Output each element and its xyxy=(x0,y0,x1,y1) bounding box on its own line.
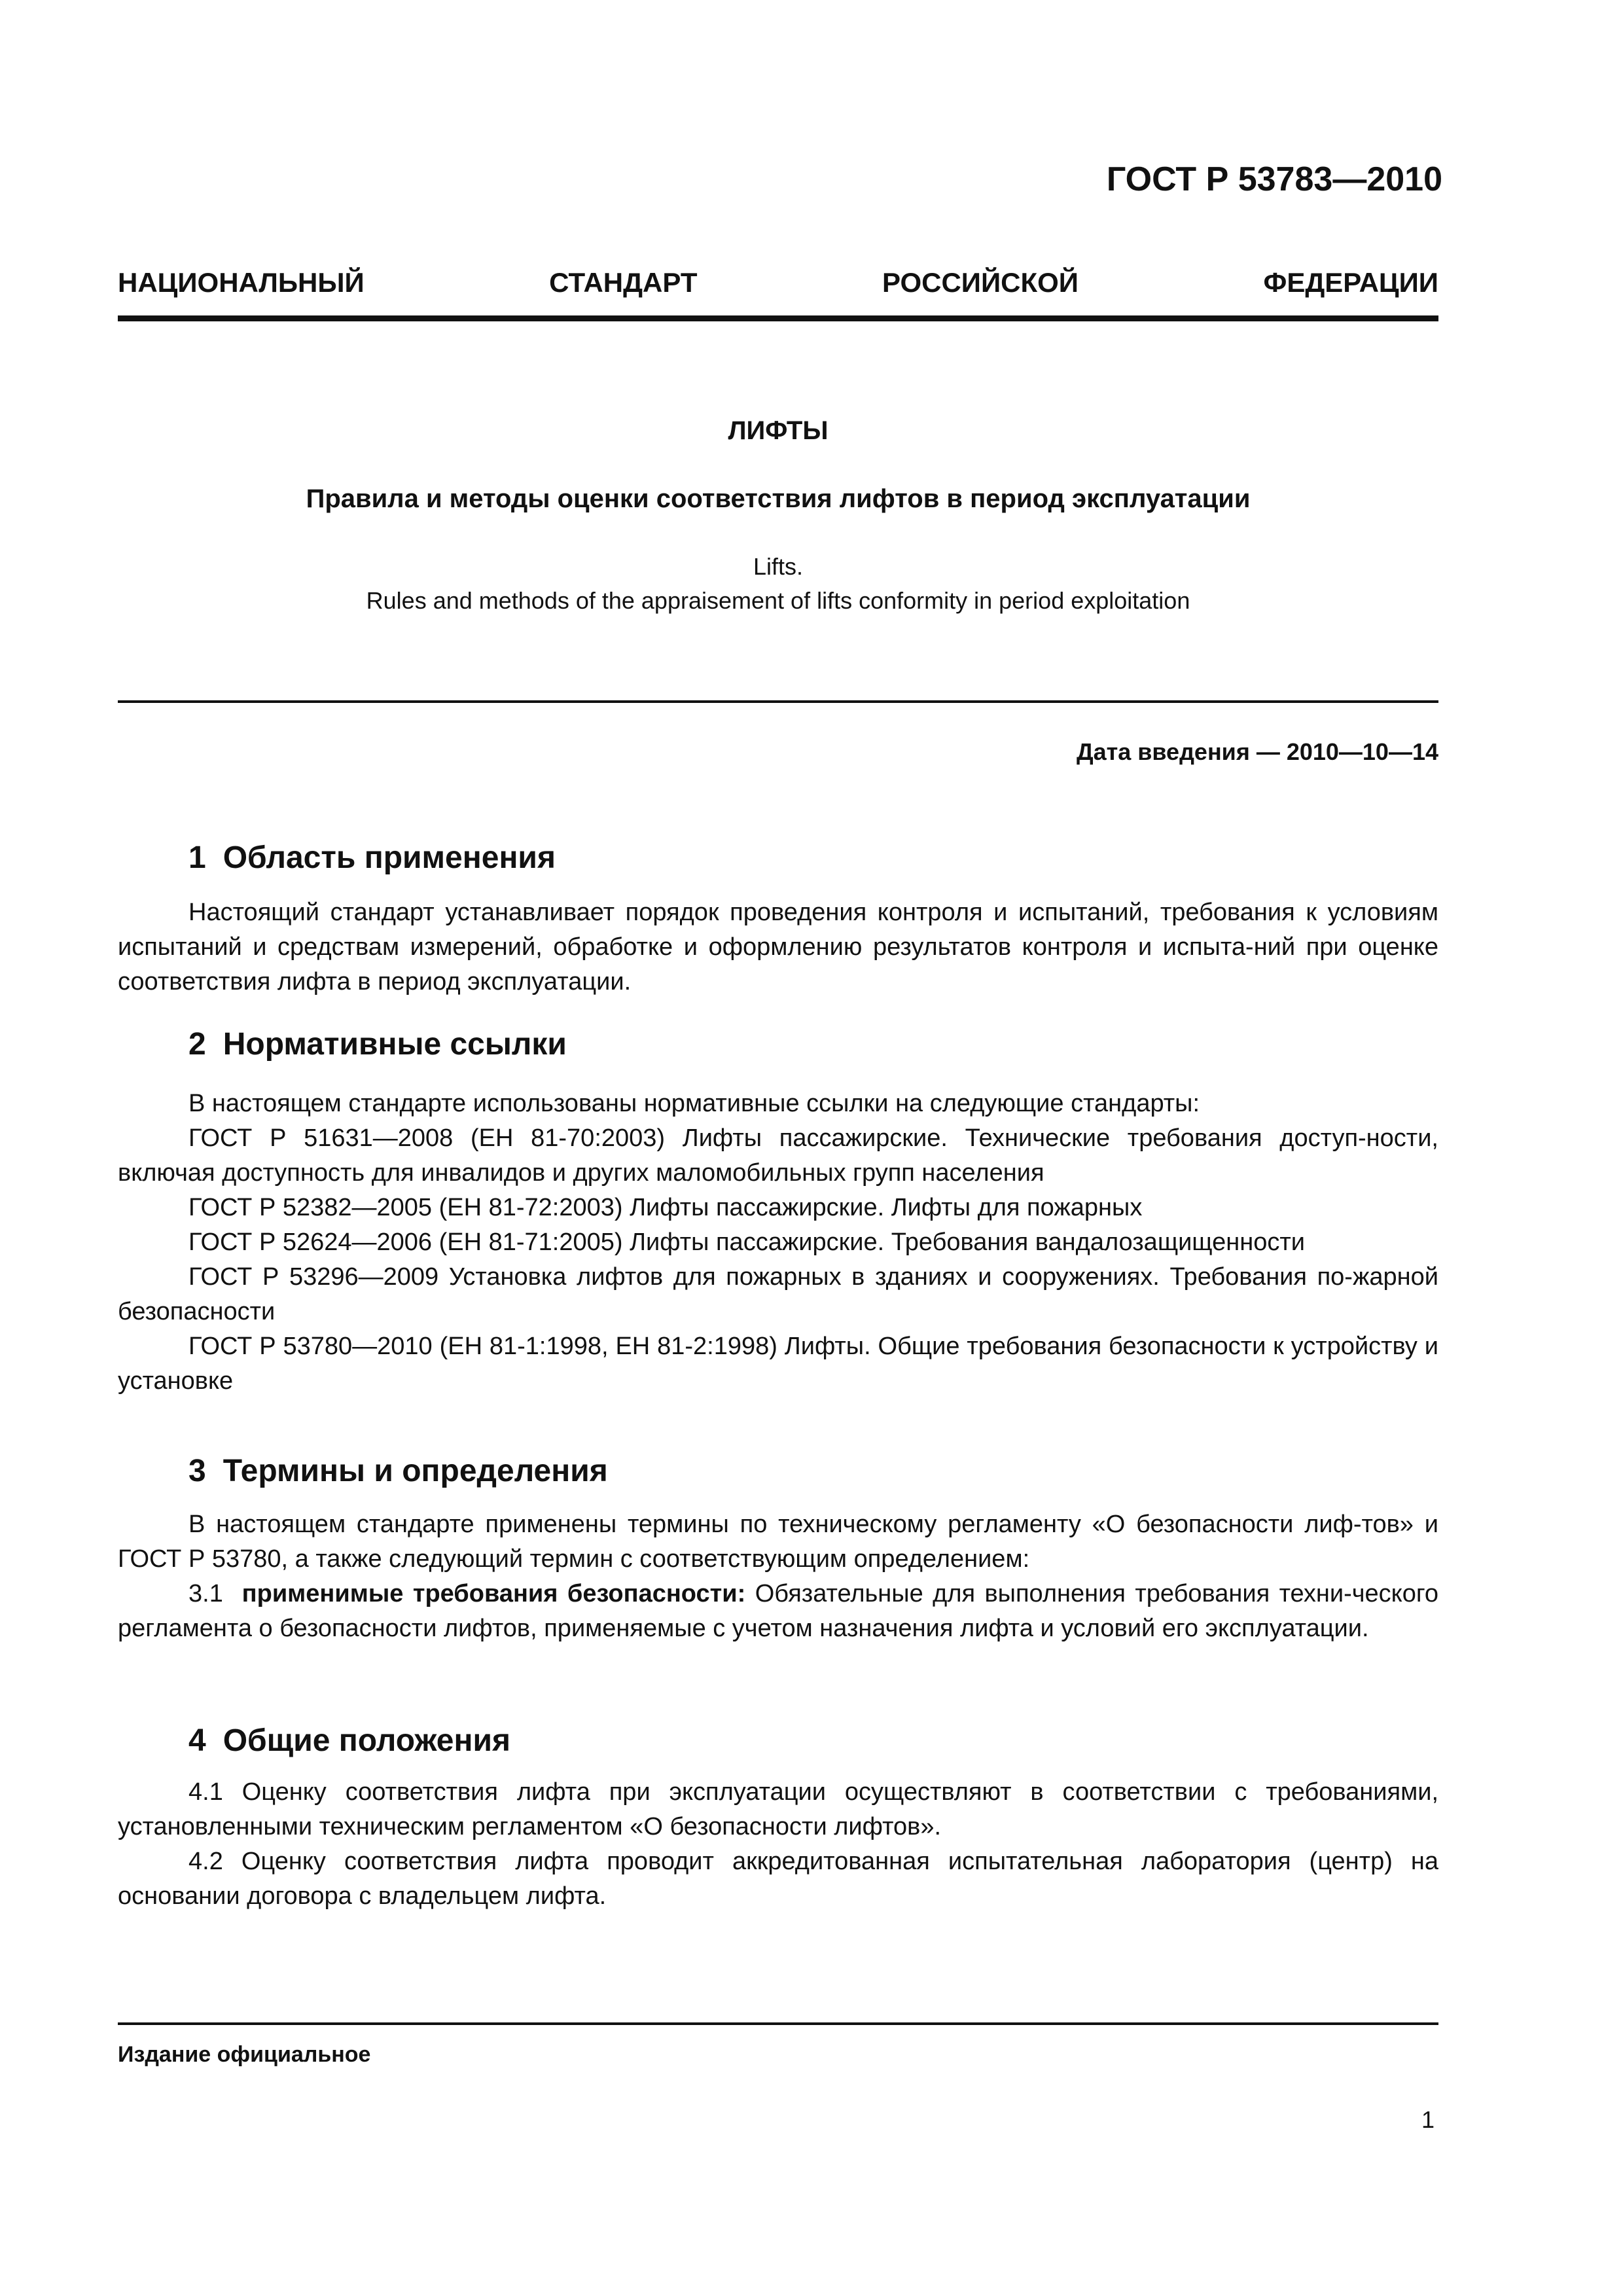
section-4-heading xyxy=(188,1723,510,1759)
english-title-line-2: Rules and methods of the appraisement of lifts conformity in period exploitation xyxy=(366,587,1190,614)
term-definition xyxy=(118,1577,1438,1646)
section-number: 2 xyxy=(188,1027,206,1062)
section-3-heading xyxy=(188,1453,608,1489)
section-1-paragraph: Настоящий стандарт устанавливает порядок проведения контроля и испытаний, требования к условиям испытаний и средствам измерений, обработке и оформлению результатов контроля и испыта-ний при оценке соответствия лифта в период эксплуатации. xyxy=(118,899,1438,996)
section-number: 3 xyxy=(188,1454,206,1488)
header-divider xyxy=(118,315,1438,321)
section-2-heading xyxy=(188,1026,567,1062)
section-2-intro: В настоящем стандарте использованы нормативные ссылки на следующие стандарты: xyxy=(188,1090,1200,1117)
reference-gost-52382: ГОСТ Р 52382—2005 (ЕН 81-72:2003) Лифты пассажирские. Лифты для пожарных xyxy=(188,1194,1143,1221)
national-standard-banner: НАЦИОНАЛЬНЫЙ СТАНДАРТ РОССИЙСКОЙ ФЕДЕРАЦИИ xyxy=(118,267,1438,298)
section-title: Нормативные ссылки xyxy=(223,1027,567,1062)
reference-gost-51631: ГОСТ Р 51631—2008 (ЕН 81-70:2003) Лифты пассажирские. Технические требования доступ-ности, включая доступность для инвалидов и других маломобильных групп населения xyxy=(118,1124,1438,1187)
clause-4-1: 4.1 Оценку соответствия лифта при эксплуатации осуществляют в соответствии с требованиями, установленными техническим регламентом «О безопасности лифтов». xyxy=(118,1778,1438,1840)
term-definition-text: Обязательные для выполнения требования техни-ческого регламента о безопасности лифтов, применяемые с учетом назначения лифта и условий его эксплуатации. xyxy=(118,1580,1439,1642)
reference-gost-52624: ГОСТ Р 52624—2006 (ЕН 81-71:2005) Лифты пассажирские. Требования вандалозащищенности xyxy=(188,1229,1306,1256)
document-title: ЛИФТЫ xyxy=(728,416,829,445)
section-title: Область применения xyxy=(223,840,556,875)
section-title: Общие положения xyxy=(223,1723,510,1758)
section-number: 4 xyxy=(188,1723,206,1758)
section-1-heading xyxy=(188,840,556,876)
english-title xyxy=(118,550,1438,618)
section-title: Термины и определения xyxy=(223,1454,608,1488)
page-number: 1 xyxy=(1421,2106,1435,2133)
official-edition-label: Издание официальное xyxy=(118,2042,371,2067)
section-3-paragraph: В настоящем стандарте применены термины по техническому регламенту «О безопасности лиф-тов» и ГОСТ Р 53780, а также следующий термин с соответствующим определением: xyxy=(118,1511,1438,1573)
reference-gost-53780: ГОСТ Р 53780—2010 (ЕН 81-1:1998, ЕН 81-2:1998) Лифты. Общие требования безопасности к устройству и установке xyxy=(118,1333,1438,1395)
document-subtitle: Правила и методы оценки соответствия лифтов в период эксплуатации xyxy=(306,484,1251,513)
section-number: 1 xyxy=(188,840,206,875)
term-name: применимые требования безопасности: xyxy=(241,1580,746,1607)
english-title-line-1: Lifts. xyxy=(753,553,804,580)
reference-gost-53296: ГОСТ Р 53296—2009 Установка лифтов для пожарных в зданиях и сооружениях. Требования по-жарной безопасности xyxy=(118,1263,1438,1325)
document-number: ГОСТ Р 53783—2010 xyxy=(1106,160,1442,198)
introduction-date: Дата введения — 2010—10—14 xyxy=(1076,738,1438,765)
clause-4-2: 4.2 Оценку соответствия лифта проводит аккредитованная испытательная лаборатория (центр) на основании договора с владельцем лифта. xyxy=(118,1848,1438,1910)
term-number: 3.1 xyxy=(188,1580,223,1607)
footer-divider xyxy=(118,2022,1438,2025)
title-divider xyxy=(118,700,1438,703)
